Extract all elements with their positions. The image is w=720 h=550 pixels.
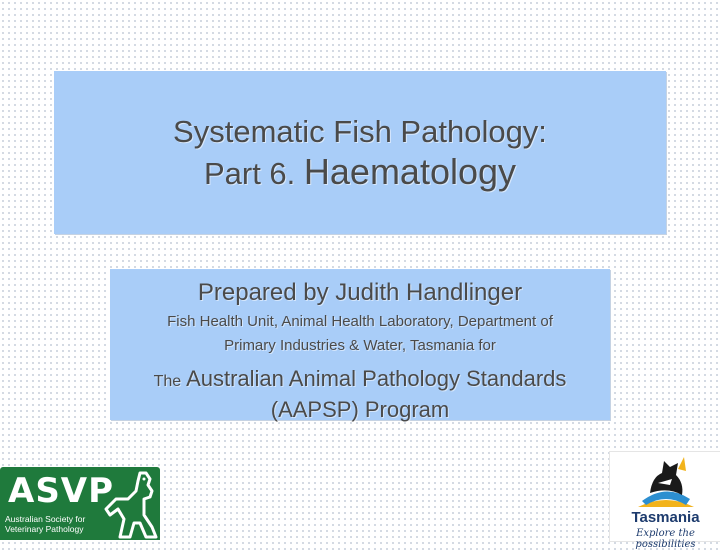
prepared-by: Prepared by Judith Handlinger	[197, 279, 523, 306]
program-line-2: (AAPSP) Program	[270, 397, 450, 422]
program-prefix: The	[153, 373, 182, 390]
asvp-logo-letters: ASVP	[8, 471, 115, 511]
title-part-label: Part 6.	[203, 155, 296, 191]
tasmania-wordmark: Tasmania	[631, 509, 700, 526]
asvp-logo-subtitle	[5, 514, 85, 534]
title-topic: Haematology	[303, 150, 517, 192]
title-box	[54, 71, 666, 234]
program-line-1	[110, 365, 610, 396]
asvp-logo	[0, 467, 160, 540]
tasmanian-devil-icon	[628, 453, 704, 510]
tasmania-logo	[609, 451, 720, 550]
title-line-1: Systematic Fish Pathology:	[173, 113, 547, 149]
unit-line-2: Primary Industries & Water, Tasmania for	[224, 337, 496, 354]
subtitle-box	[110, 269, 610, 420]
program-name: Australian Animal Pathology Standards	[186, 366, 567, 391]
asvp-sub-line-1: Australian Society for	[5, 514, 86, 524]
tasmania-tagline: Explore the possibilities	[635, 528, 696, 550]
title-line-2	[204, 152, 516, 194]
asvp-sub-line-2: Veterinary Pathology	[5, 524, 84, 534]
unit-line-1: Fish Health Unit, Animal Health Laboratory, Department of	[167, 313, 553, 330]
animal-silhouette-icon	[100, 469, 158, 539]
